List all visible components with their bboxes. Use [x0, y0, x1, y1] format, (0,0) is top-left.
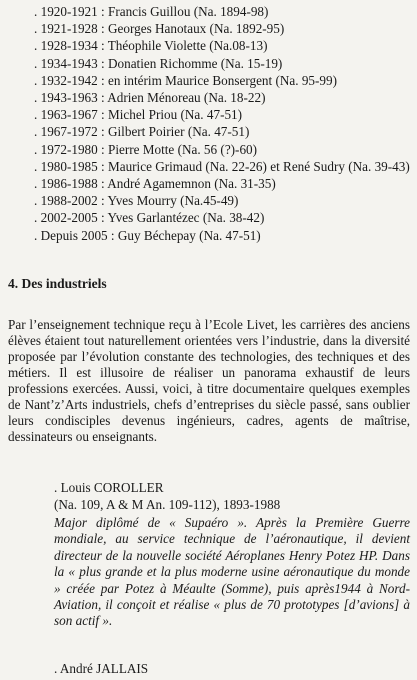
- list-item: . 1934-1943 : Donatien Richomme (Na. 15-19): [34, 55, 283, 71]
- section-paragraph: Par l’enseignement technique reçu à l’Ecole Livet, les carrières des anciens élèves étaient tout naturellement orientées vers l’industrie, dans la diversité proposée par l’évolution constante des technologies, des techniques et des métiers. Il est illusoire de réaliser un panorama exhaustif de leurs professions exercées. Aussi, voici, à titre documentaire quelques exemples de Nant’z’Arts industriels, chefs d’entreprises du siècle passé, sans oublier leurs condisciples devenus ingénieurs, cadres, agents de maîtrise, dessinateurs ou enseignants.: [8, 317, 410, 444]
- presidents-list: [34, 3, 414, 244]
- list-item: . 2002-2005 : Yves Garlantézec (Na. 38-42): [34, 210, 265, 226]
- list-item: . 1972-1980 : Pierre Motte (Na. 56 (?)-60): [34, 141, 258, 157]
- list-item: . 1986-1988 : André Agamemnon (Na. 31-35): [34, 176, 276, 192]
- list-item: . 1928-1934 : Théophile Violette (Na.08-13): [34, 38, 268, 54]
- list-item: . 1921-1928 : Georges Hanotaux (Na. 1892-95): [34, 21, 285, 37]
- list-item: . 1963-1967 : Michel Priou (Na. 47-51): [34, 107, 243, 123]
- list-item: . 1920-1921 : Francis Guillou (Na. 1894-98): [34, 4, 269, 19]
- list-item: . 1980-1985 : Maurice Grimaud (Na. 22-26) et René Sudry (Na. 39-43): [34, 158, 410, 174]
- list-item: . 1967-1972 : Gilbert Poirier (Na. 47-51): [34, 124, 250, 140]
- section-heading: 4. Des industriels: [8, 276, 107, 291]
- person-name: . Louis COROLLER: [54, 480, 164, 495]
- list-item: . 1988-2002 : Yves Mourry (Na.45-49): [34, 193, 239, 209]
- person-reference: (Na. 109, A & M An. 109-112), 1893-1988: [54, 497, 281, 512]
- person-name: . André JALLAIS: [54, 661, 149, 676]
- list-item: . 1943-1963 : Adrien Ménoreau (Na. 18-22): [34, 90, 266, 106]
- list-item: . 1932-1942 : en intérim Maurice Bonsergent (Na. 95-99): [34, 72, 337, 88]
- person-biography: Major diplômé de « Supaéro ». Après la Première Guerre mondiale, au service technique de l’aéronautique, il devient directeur de la nouvelle société Aéroplanes Henry Potez HP. Dans la « plus grande et la plus moderne usine aéronautique du monde » créée par Potez à Méaulte (Somme), puis après1944 à Nord-Aviation, il conçoit et réalise « plus de 70 prototypes [d’avions] à son actif ».: [54, 515, 410, 629]
- list-item: . Depuis 2005 : Guy Béchepay (Na. 47-51): [34, 227, 261, 243]
